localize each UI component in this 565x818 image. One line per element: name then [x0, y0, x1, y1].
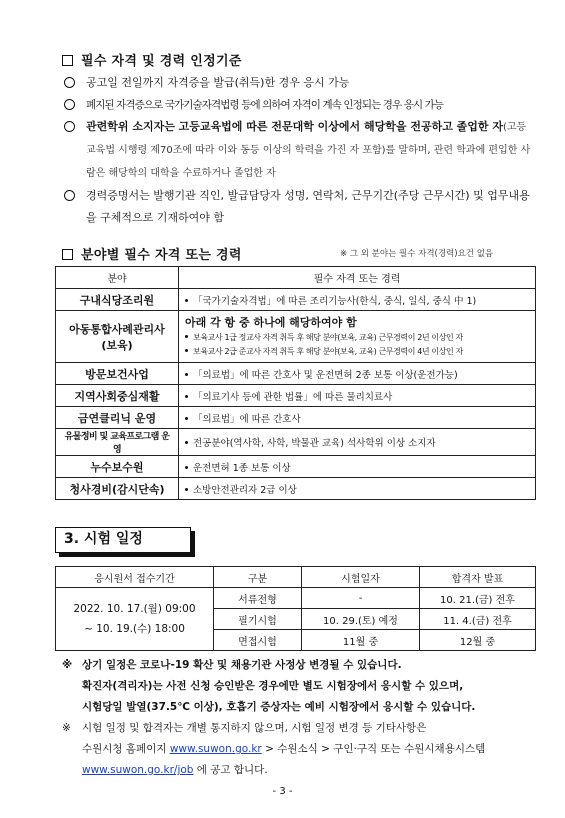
list-item: 폐지된 자격증으로 국가기술자격법령 등에 의하여 자격이 계속 인정되는 경우 응시 가능 [64, 94, 534, 116]
list-item: 공고일 전일까지 자격증을 발급(취득)한 경우 응시 가능 [64, 72, 534, 94]
suwon-homepage-link[interactable]: www.suwon.go.kr [169, 743, 262, 755]
exam-date-cell: - [302, 588, 420, 609]
requirement-cell: 「국가기술자격법」에 따른 조리기능사(한식, 중식, 일식, 중식 中 1) [179, 289, 536, 311]
type-cell: 면접시험 [214, 630, 302, 651]
requirement-cell: 소방안전관리자 2급 이상 [179, 478, 536, 500]
requirement-cell: 아래 각 항 중 하나에 해당하여야 함 보육교사 1급 정교사 자격 취득 후 해당 분야(보육, 교육) 근무경력이 2년 이상인 자 보육교사 2급 준교사 자격 취득 후 해당 분야(보육, 교육) 근무경력이 4년 이상인 자 [179, 311, 536, 363]
dot-icon [185, 466, 188, 469]
list-item: 경력증명서는 발행기관 직인, 발급담당자 성명, 연락처, 근무기간(주당 근무시간) 및 업무내용을 구체적으로 기재하여야 함 [64, 185, 534, 229]
page-number: - 3 - [272, 786, 293, 797]
result-date-cell: 12월 중 [420, 630, 536, 651]
circle-bullet-icon [64, 99, 75, 110]
section-title-required-qualifications: 분야별 필수 자격 또는 경력 [62, 244, 242, 263]
table-row [56, 311, 536, 363]
table-row [56, 456, 536, 478]
exam-date-cell: 10. 29.(토) 예정 [302, 609, 420, 630]
qualification-table [55, 266, 536, 500]
circle-bullet-icon [64, 121, 75, 132]
section-title-qualification-criteria: 필수 자격 및 경력 인정기준 [62, 50, 242, 69]
table-row [56, 385, 536, 407]
field-cell: 지역사회중심재활 [56, 385, 179, 407]
exam-date-cell: 11월 중 [302, 630, 420, 651]
column-header-field: 분야 [56, 267, 179, 289]
field-cell: 누수보수원 [56, 456, 179, 478]
type-cell: 서류전형 [214, 588, 302, 609]
field-cell: 방문보건사업 [56, 363, 179, 385]
table-row [56, 588, 536, 609]
suwon-job-link[interactable]: www.suwon.go.kr/job [82, 764, 194, 776]
requirement-cell: 「의료기사 등에 관한 법률」에 따른 물리치료사 [179, 385, 536, 407]
note-notification: ※ 시험 일정 및 합격자는 개별 통지하지 않으며, 시험 일정 변경 등 기타사항은 [62, 722, 427, 734]
dot-icon [185, 373, 188, 376]
criteria-list [64, 72, 534, 229]
circle-bullet-icon [64, 77, 75, 88]
column-header-application-period: 응시원서 접수기간 [56, 567, 214, 588]
table-row [56, 289, 536, 311]
column-header-exam-date: 시험일자 [302, 567, 420, 588]
dot-icon [185, 395, 188, 398]
column-header-requirement: 필수 자격 또는 경력 [179, 267, 536, 289]
section-title-exam-schedule: 3. 시험 일정 [55, 527, 191, 553]
requirement-cell: 「의료법」에 따른 간호사 및 운전면허 2종 보통 이상(운전가능) [179, 363, 536, 385]
table-row [56, 407, 536, 429]
list-item: 관련학위 소지자는 고등교육법에 따른 전문대학 이상에서 해당학을 전공하고 졸업한 자(고등교육법 시행령 제70조에 따라 이와 동등 이상의 학력을 가진 자 포함)를 말하며, 관련 학과에 편입한 사람은 해당학의 대학을 수료하거나 졸업한 자 [64, 116, 534, 185]
table-row [56, 429, 536, 456]
column-header-result-date: 합격자 발표 [420, 567, 536, 588]
table-header-row [56, 567, 536, 588]
section-note: ※ 그 외 분야는 필수 자격(경력)요건 없음 [340, 249, 494, 259]
field-cell: 청사경비(감시단속) [56, 478, 179, 500]
table-header-row [56, 267, 536, 289]
table-row [56, 363, 536, 385]
dot-icon [185, 335, 188, 338]
square-bullet-icon [62, 55, 73, 66]
dot-icon [185, 441, 188, 444]
result-date-cell: 11. 4.(금) 전후 [420, 609, 536, 630]
schedule-notes: ※ 상기 일정은 코로나-19 확산 및 채용기관 사정상 변경될 수 있습니다. 확진자(격리자)는 사전 신청 승인받은 경우에만 별도 시험장에서 응시할 수 있으며, 시험당일 발열(37.5℃ 이상), 호흡기 증상자는 예비 시험장에서 응시할 수 있습니다. ※ 시험 일정 및 합격자는 개별 통지하지 않으며, 시험 일정 변경 등 기타사항은 수원시청 홈페이지 www.suwon.go.kr > 수원소식 > 구인·구직 또는 수원시채용시스템 www.suwon.go.kr/job 에 공고 합니다. [62, 655, 542, 781]
dot-icon [185, 299, 188, 302]
requirement-cell: 전공분야(역사학, 사학, 박물관 교육) 석사학위 이상 소지자 [179, 429, 536, 456]
result-date-cell: 10. 21.(금) 전후 [420, 588, 536, 609]
note-covid: ※ 상기 일정은 코로나-19 확산 및 채용기관 사정상 변경될 수 있습니다. [62, 659, 402, 671]
field-cell: 아동통합사례관리사 (보육) [56, 311, 179, 363]
field-cell: 유물정비 및 교육프로그램 운영 [56, 429, 179, 456]
schedule-table [55, 566, 536, 651]
type-cell: 필기시험 [214, 609, 302, 630]
dot-icon [185, 349, 188, 352]
field-cell: 금연클리닉 운영 [56, 407, 179, 429]
dot-icon [185, 488, 188, 491]
column-header-type: 구분 [214, 567, 302, 588]
table-row [56, 478, 536, 500]
requirement-cell: 운전면허 1종 보통 이상 [179, 456, 536, 478]
field-cell: 구내식당조리원 [56, 289, 179, 311]
dot-icon [185, 417, 188, 420]
circle-bullet-icon [64, 190, 75, 201]
requirement-cell: 「의료법」에 따른 간호사 [179, 407, 536, 429]
square-bullet-icon [62, 249, 73, 260]
application-period-cell: 2022. 10. 17.(월) 09:00 ~ 10. 19.(수) 18:00 [56, 588, 214, 651]
